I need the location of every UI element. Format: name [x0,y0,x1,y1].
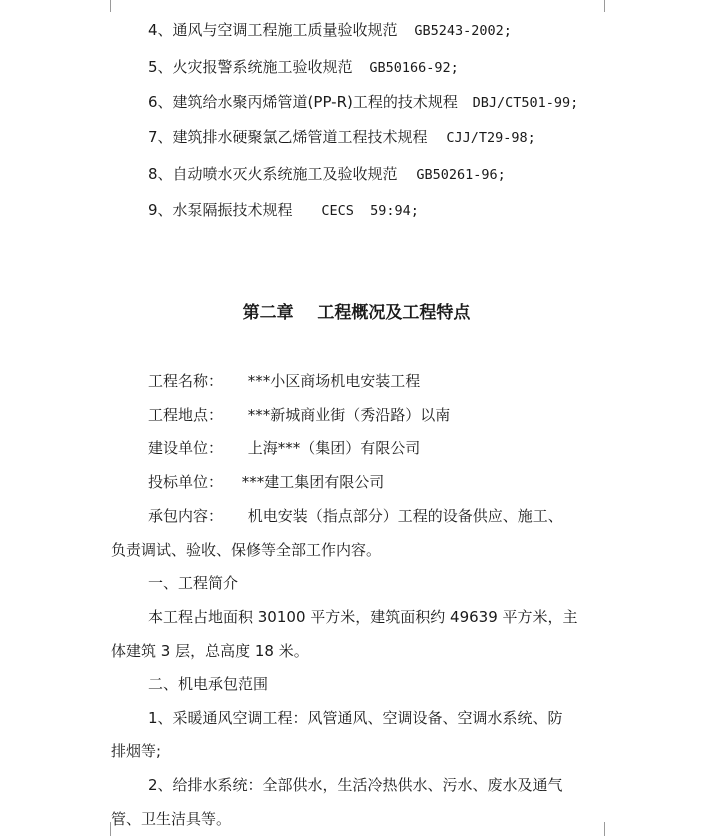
paragraph-line: 负责调试、验收、保修等全部工作内容。 [111,541,382,559]
standard-code: GB5243-2002; [414,23,512,39]
info-label: 工程地点： [148,406,224,424]
standard-item [148,92,578,113]
info-value: ***小区商场机电安装工程 [247,372,421,390]
info-row [148,371,420,391]
standard-code: CJJ/T29-98; [446,130,536,146]
standard-name: 8、自动喷水灭火系统施工及验收规范 [148,165,398,183]
standard-name: 7、建筑排水硬聚氯乙烯管道工程技术规程 [148,128,428,146]
paragraph-line: 体建筑 3 层，总高度 18 米。 [111,642,309,660]
info-label: 投标单位： [148,473,224,491]
crop-mark-bottom-right [604,822,619,836]
standard-item [148,57,459,78]
paragraph-line: 2、给排水系统：全部供水，生活冷热供水、污水、废水及通气 [148,776,563,794]
chapter-title: 第二章 工程概况及工程特点 [242,303,471,323]
standard-item [148,164,506,185]
crop-mark-top-left [96,0,111,12]
info-value: ***新城商业街（秀沿路）以南 [247,406,451,424]
standard-name: 6、建筑给水聚丙烯管道(PP-R)工程的技术规程 [148,93,458,111]
info-value: ***建工集团有限公司 [241,473,385,491]
crop-mark-bottom-left [96,822,111,836]
section-heading: 一、工程简介 [148,574,239,592]
info-row [148,405,450,425]
info-row [148,472,384,492]
paragraph-line: 排烟等; [111,742,162,760]
standard-name: 5、火灾报警系统施工验收规范 [148,58,353,76]
paragraph-line: 本工程占地面积 30100 平方米，建筑面积约 49639 平方米，主 [148,608,578,626]
info-value: 上海***（集团）有限公司 [247,439,421,457]
standard-code: DBJ/CT501-99; [472,95,579,111]
section-heading: 二、机电承包范围 [148,675,269,693]
standard-item [148,200,419,221]
info-label: 承包内容： [148,507,224,525]
info-row [148,506,563,526]
standard-code: GB50166-92; [369,60,459,76]
info-row [148,438,420,458]
standard-item [148,127,536,148]
standard-name: 4、通风与空调工程施工质量验收规范 [148,21,398,39]
paragraph-line: 1、采暖通风空调工程：风管通风、空调设备、空调水系统、防 [148,709,563,727]
info-label: 工程名称： [148,372,224,390]
standard-item [148,20,512,41]
crop-mark-top-right [604,0,619,12]
info-label: 建设单位： [148,439,224,457]
standard-code: GB50261-96; [416,167,506,183]
paragraph-line: 管、卫生洁具等。 [111,810,232,828]
standard-code: CECS 59:94; [321,203,419,219]
info-value: 机电安装（指点部分）工程的设备供应、施工、 [247,507,563,525]
standard-name: 9、水泵隔振技术规程 [148,201,293,219]
